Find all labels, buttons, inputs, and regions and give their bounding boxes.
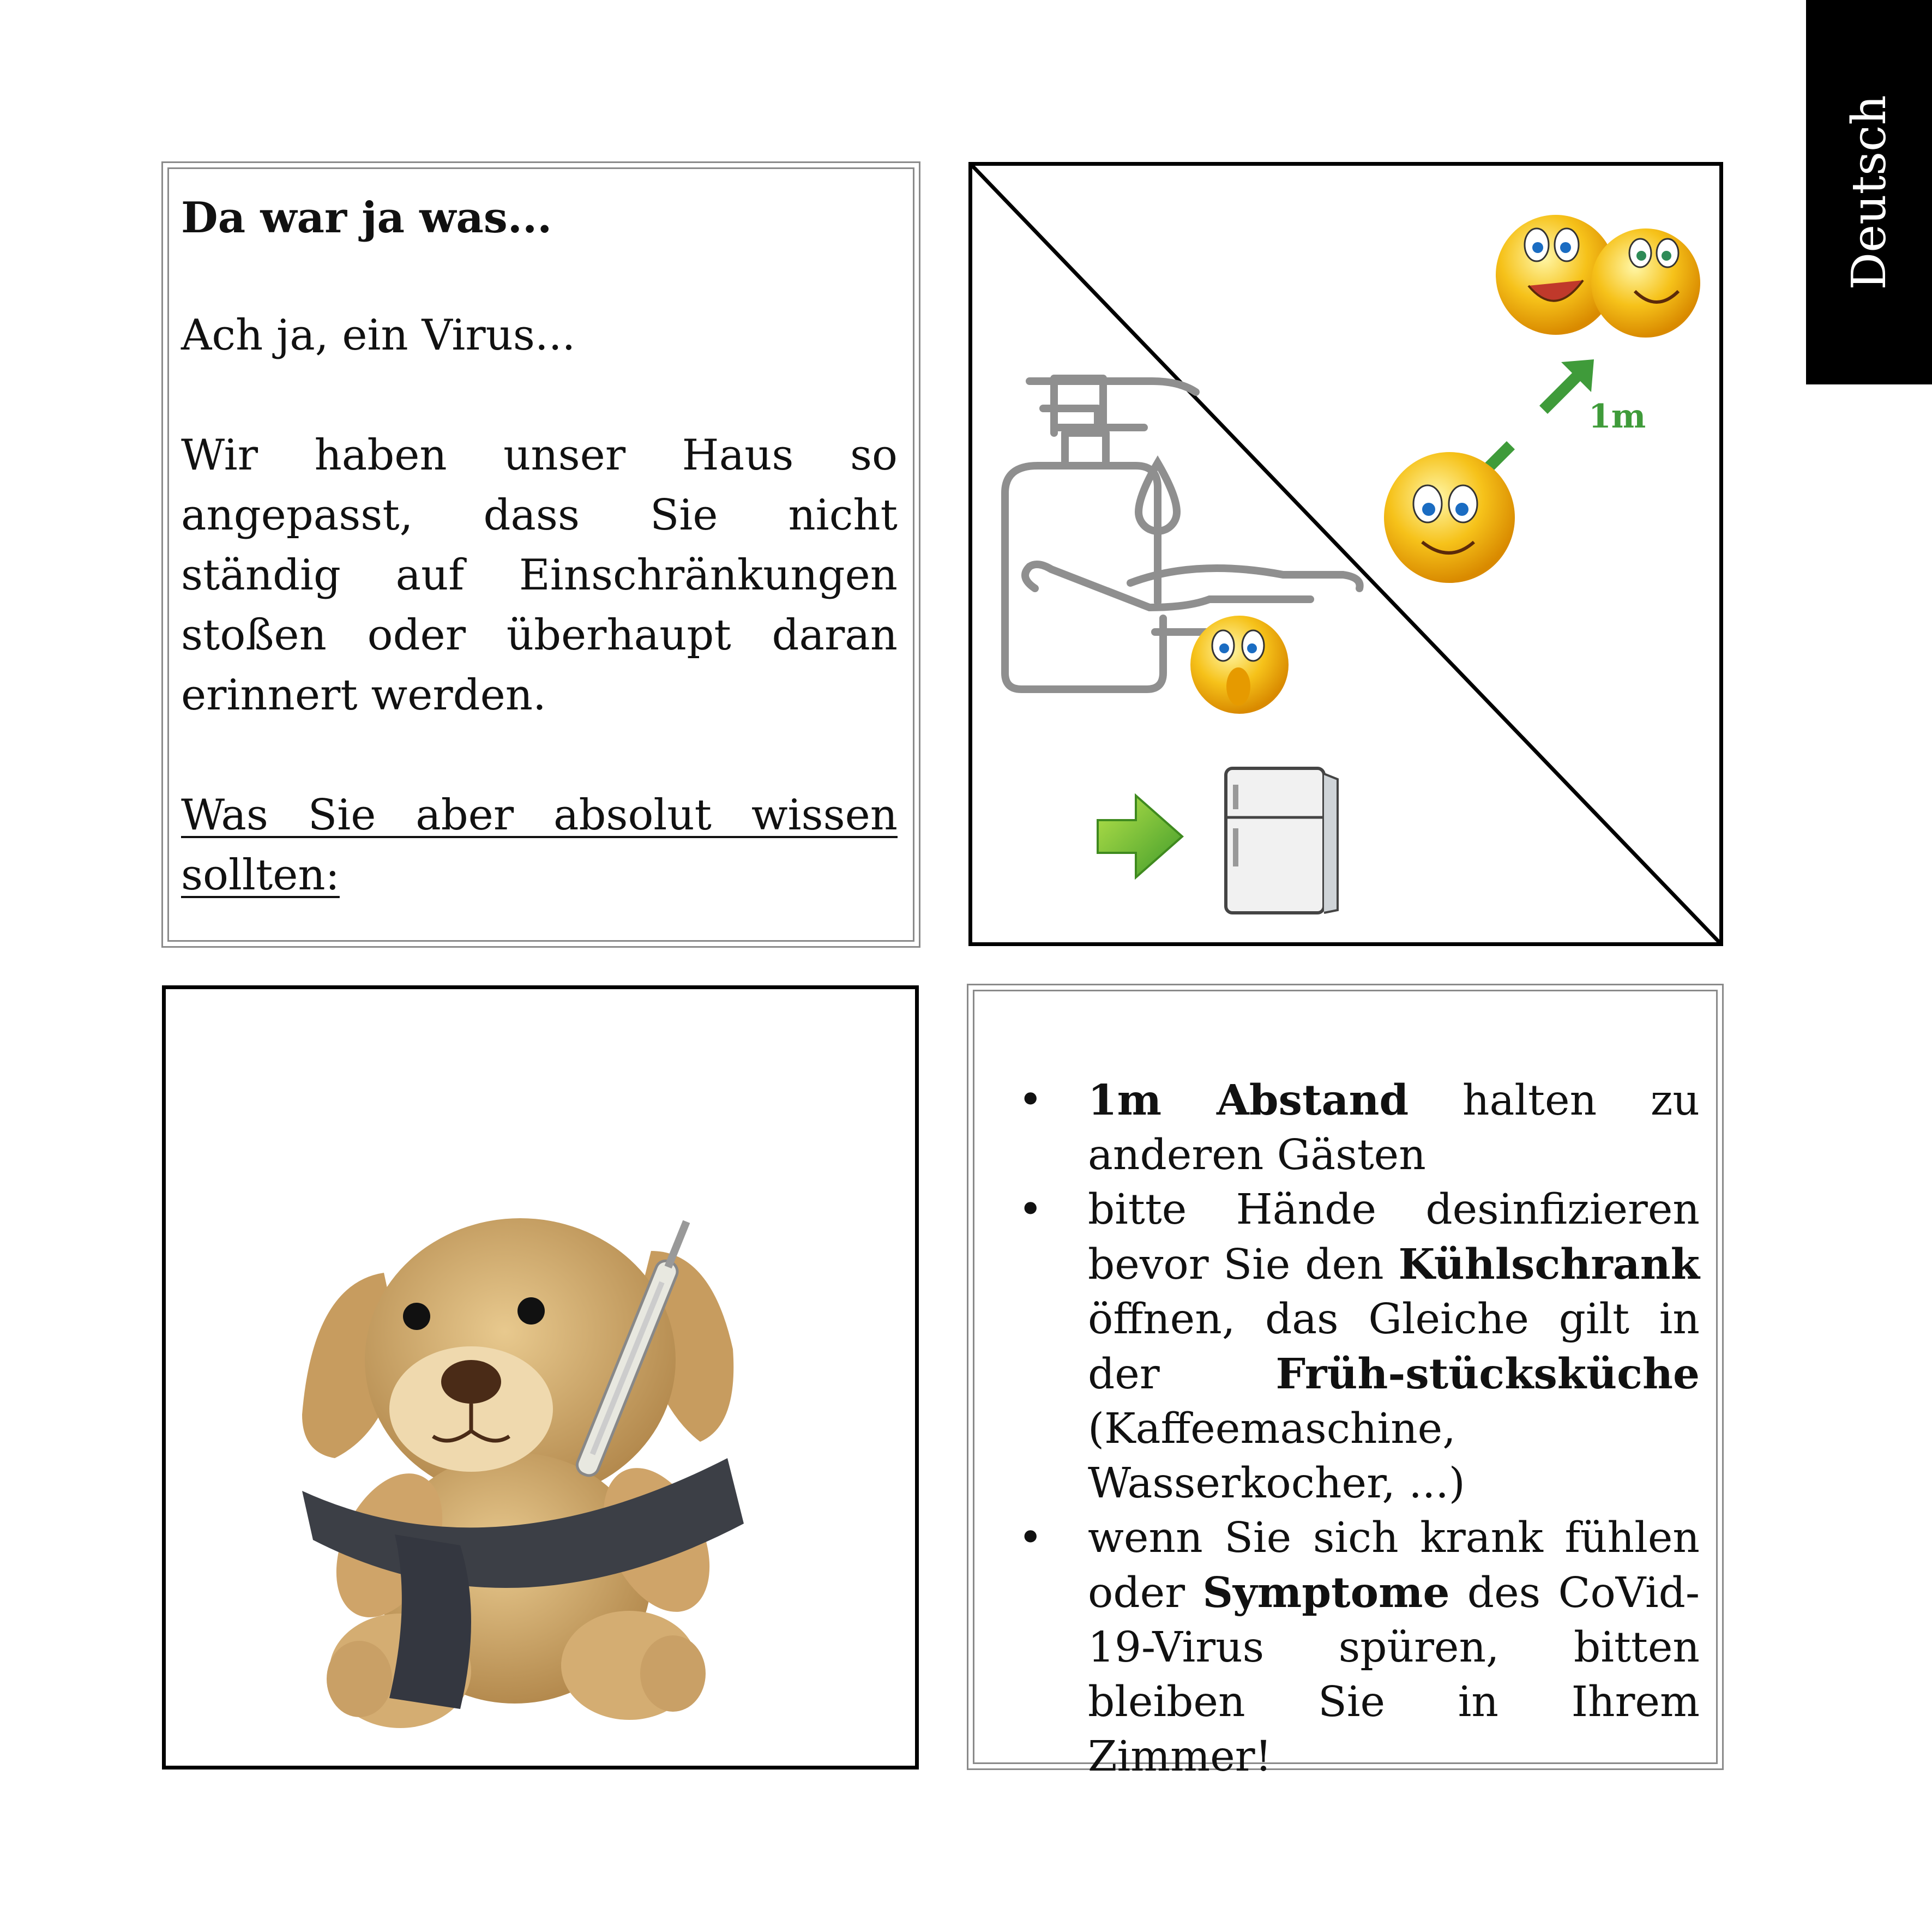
intro-underlined: Was Sie aber absolut wissen sollten: [181,791,898,900]
language-label: Deutsch [1841,94,1897,290]
fridge-icon [1226,768,1338,913]
intro-panel [167,167,914,942]
rules-panel [973,990,1718,1781]
language-tab[interactable] [1806,0,1932,384]
intro-paragraph: Wir haben unser Haus so angepasst, dass Sie nicht ständig auf Einschränkungen stoßen oder überhaupt daran erinnert werden. [181,431,898,720]
illustration-panel [968,162,1723,946]
sanitizer-dispenser-icon [1005,378,1196,689]
emoji-surprised-icon [1190,616,1289,714]
hand-icon [1025,564,1360,632]
rules-list [996,1073,1700,1784]
distance-label: 1m [1588,398,1646,436]
intro-title: Da war ja was... [181,193,552,243]
emoji-hugging-icon [1496,215,1700,338]
teddy-panel [162,985,919,1770]
teddy-image [166,989,915,1766]
emoji-smiling-icon [1384,452,1515,583]
illustration-svg [972,166,1719,942]
rule-item-symptoms: • wenn Sie sich krank fühlen oder Symptome des CoVid-19-Virus spüren, bitten bleiben Sie in Ihrem Zimmer! [1018,1514,1700,1781]
rule-item-disinfect: • bitte Hände desinfizieren bevor Sie den Kühlschrank öffnen, das Gleiche gilt in der Früh-stücksküche (Kaffeemaschine, Wasserkocher, ...) [1018,1185,1700,1508]
arrow-right-icon [1098,796,1182,877]
intro-line: Ach ja, ein Virus... [181,311,576,360]
rule-item-distance: • 1m Abstand halten zu anderen Gästen [1018,1076,1700,1179]
arrow-up-icon [1539,359,1594,414]
